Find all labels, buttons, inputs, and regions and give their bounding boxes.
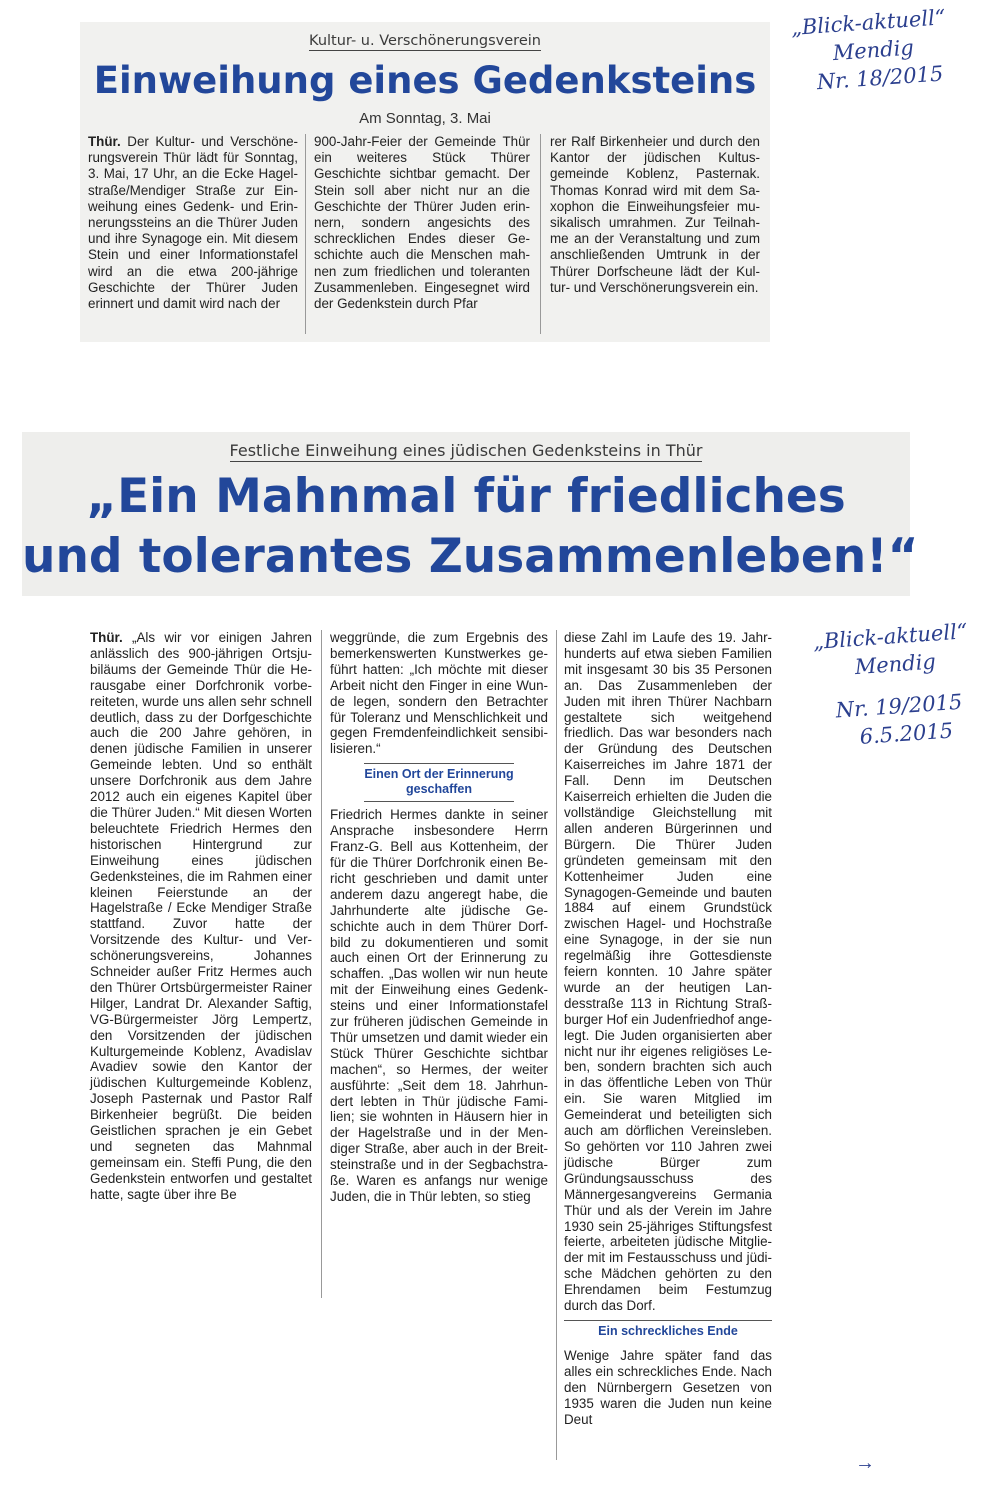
article2-column-3-text-2: Wenige Jahre später fand das alles ein schreckliches Ende. Nach den Nürnbergern Gesetzen von 1935 waren die Juden nun keine Deut xyxy=(564,1347,772,1427)
handwritten-note-1 xyxy=(790,3,950,98)
handwritten-date: 6.5.2015 xyxy=(858,718,954,749)
article2-kicker: Festliche Einweihung eines jüdischen Gedenksteins in Thür xyxy=(229,441,703,460)
article2-column-2 xyxy=(330,630,548,1205)
article1-column-1-text: Der Kultur- und Verschönerungsverein Thür lädt für Sonntag, 3. Mai, 17 Uhr, an die Ecke Hagelstraße/Mendiger Straße zur Einweihung eines Gedenk- und Erinnerungssteins an die Thürer Juden und ihre Synagoge ein. Mit diesem Stein und einer Informationstafel wird an die etwa 200-jährige Geschichte der Thürer Juden erinnert und damit wird nach der xyxy=(88,134,298,312)
column-rule xyxy=(305,134,306,334)
article2-column-2-text-1: weggründe, die zum Ergebnis des bemerkenswerten Kunstwerkes geführt hatten: „Ich möchte mit dieser Arbeit nicht den Finger in eine Wunde legen, sondern den Betrachter für Toleranz und Menschlichkeit und gegen Fremdenfeindlichkeit sensibilisieren.“ xyxy=(330,630,548,757)
article2-column-3-text-1: diese Zahl im Laufe des 19. Jahrhunderts auf etwa sieben Familien mit insgesamt 30 bis 35 Personen an. Das Zusammenleben der Juden mit ihren Thürer Nachbarn gestaltete sich weitgehend friedlich. Das war besonders nach der Gründung des Deutschen Kaiserreiches im Jahre 1871 der Fall. Denn im Deutschen Kaiserreich erhielten die Juden die vollständige Gleichstellung mit allen anderen Bürgerinnen und Bürgern. Die Thürer Juden gründeten gemeinsam mit den Kottenheimer Juden eine Synagogen-Gemeinde und bauten 1884 auf einem Grundstück zwischen Hagel- und Hochstraße eine Synagoge, in der sie nun regelmäßig ihre Gottesdienste feiern konnten. 10 Jahre später wurde an der heutigen Landesstraße 113 in Richtung Straßburger Hof ein Judenfriedhof angelegt. Die Juden organisierten aber nicht nur ihr eigenes religiöses Leben, sondern brachten sich auch in das öffentliche Leben von Thür ein. Sie waren Mitglied im Gemeinderat und beteiligten sich auch am dörflichen Vereinsleben. So gehörten vor 110 Jahren zwei jüdische Bürger zum Gründungsausschuss des Männergesangvereins Germania Thür und als der Verein im Jahre 1930 sein 25-jähriges Stiftungsfest feierte, arbeiteten jüdische Mitglieder mit im Festausschuss und jüdische Mädchen gehörten zu den Ehrendamen beim Festumzug durch das Dorf. xyxy=(564,630,772,1314)
article2-headline-line-2: und tolerantes Zusammenleben!“ xyxy=(22,529,919,584)
handwritten-source: „Blick-aktuell“ xyxy=(790,5,947,40)
article2-headline-line-1: „Ein Mahnmal für friedliches xyxy=(86,469,846,524)
article1-subheadline: Am Sonntag, 3. Mai xyxy=(359,110,491,127)
subheading-ende: Ein schreckliches Ende xyxy=(564,1320,772,1343)
handwritten-place: Mendig xyxy=(853,649,937,680)
continuation-arrow-icon: → xyxy=(855,1452,875,1474)
article1-column-2: 900-Jahr-Feier der Gemeinde Thür ein weiteres Stück Thürer Geschichte sichtbar gemacht. Der Stein soll aber nicht nur an die Geschichte der Thürer Juden erinnern, sondern angesichts des schrecklichen Endes dieser Geschichte auch die Menschen mahnen zum friedlichen und toleranten Zusammenleben. Eingesegnet wird der Gedenkstein durch Pfar xyxy=(314,134,530,312)
handwritten-issue: Nr. 18/2015 xyxy=(815,61,945,95)
article2-column-2-text-2: Friedrich Hermes dankte in seiner Ansprache insbesondere Herrn Franz-G. Bell aus Kottenheim, der für die Thürer Dorfchronik einen Bericht geschrieben und damit unter anderem dazu angeregt habe, die Jahrhunderte alte jüdische Geschichte auch in dem Thürer Dorfbild zu dokumentieren und somit auch einen Ort der Erinnerung zu schaffen. „Das wollen wir nun heute mit der Einweihung eines Gedenksteins und einer Informationstafel zur früheren jüdischen Gemeinde in Thür umsetzen und damit wieder ein Stück Thürer Geschichte sichtbar machen“, so Hermes, der weiter ausführte: „Seit dem 18. Jahrhundert lebten in Thür jüdische Familien; sie wohnten in Häusern hier in der Hagelstraße und in der Mendiger Straße, aber auch in der Breitsteinstraße und in der Segbachstraße. Waren es anfangs nur wenige Juden, die in Thür lebten, so stieg xyxy=(330,807,548,1204)
article2-column-3 xyxy=(564,630,772,1428)
article1-column-1 xyxy=(88,134,298,312)
handwritten-source: „Blick-aktuell“ xyxy=(812,619,969,654)
handwritten-note-2 xyxy=(812,617,975,753)
article1-headline: Einweihung eines Gedenksteins xyxy=(93,59,757,102)
article1-column-3: rer Ralf Birkenheier und durch den Kantor der jüdischen Kultusgemeinde Koblenz, Pasternak. Thomas Konrad wird mit dem Saxophon die Einweihungsfeier musikalisch umrahmen. Zur Teilnahme an der Veranstaltung und zum anschließenden Umtrunk in der Thürer Dorfscheune lädt der Kultur- und Verschönerungsverein ein. xyxy=(550,134,760,295)
column-rule xyxy=(556,630,557,1460)
dateline: Thür. xyxy=(88,134,121,149)
article1-kicker: Kultur- u. Verschönerungsverein xyxy=(309,33,541,49)
article2-column-1 xyxy=(90,630,312,1203)
handwritten-issue: Nr. 19/2015 xyxy=(834,689,964,723)
article2-column-1-text: „Als wir vor einigen Jahren anlässlich des 900-jährigen Ortsjubiläums der Gemeinde Thür die Herausgabe einer Dorfchronik vorbereiteten, wurde uns allen sehr schnell deutlich, dass zu der Dorfgeschichte auch die 200 Jahre gehören, in denen jüdische Familien in unserer Gemeinde lebten. Und so enthält unsere Dorfchronik aus dem Jahre 2012 auch ein eigenes Kapitel über die Thürer Juden.“ Mit diesen Worten beleuchtete Friedrich Hermes den historischen Hintergrund zur Einweihung eines jüdischen Gedenksteines, die im Rahmen einer kleinen Feierstunde an der Hagelstraße / Ecke Mendiger Straße stattfand. Zuvor hatte der Vorsitzende des Kultur- und Verschönerungsvereins, Johannes Schneider außer Fritz Hermes auch den Thürer Ortsbürgermeister Rainer Hilger, Landrat Dr. Alexander Saftig, VG-Bürgermeister Jörg Lempertz, den Vorsitzenden der jüdischen Kulturgemeinde Koblenz, Avadislav Avadiev sowie den Kantor der jüdischen Kulturgemeinde Koblenz, Joseph Pasternak und Pastor Ralf Birkenheier begrüßt. Die beiden Geistlichen sprachen je ein Gebet und segneten das Mahnmal gemeinsam ein. Steffi Pung, die den Gedenkstein entworfen und gestaltet hatte, sagte über ihre Be xyxy=(90,630,312,1202)
handwritten-place: Mendig xyxy=(831,35,915,66)
column-rule xyxy=(321,630,322,1298)
dateline: Thür. xyxy=(90,630,123,645)
subheading-erinnerung: Einen Ort der Erinnerung geschaffen xyxy=(364,763,514,802)
column-rule xyxy=(540,134,541,334)
